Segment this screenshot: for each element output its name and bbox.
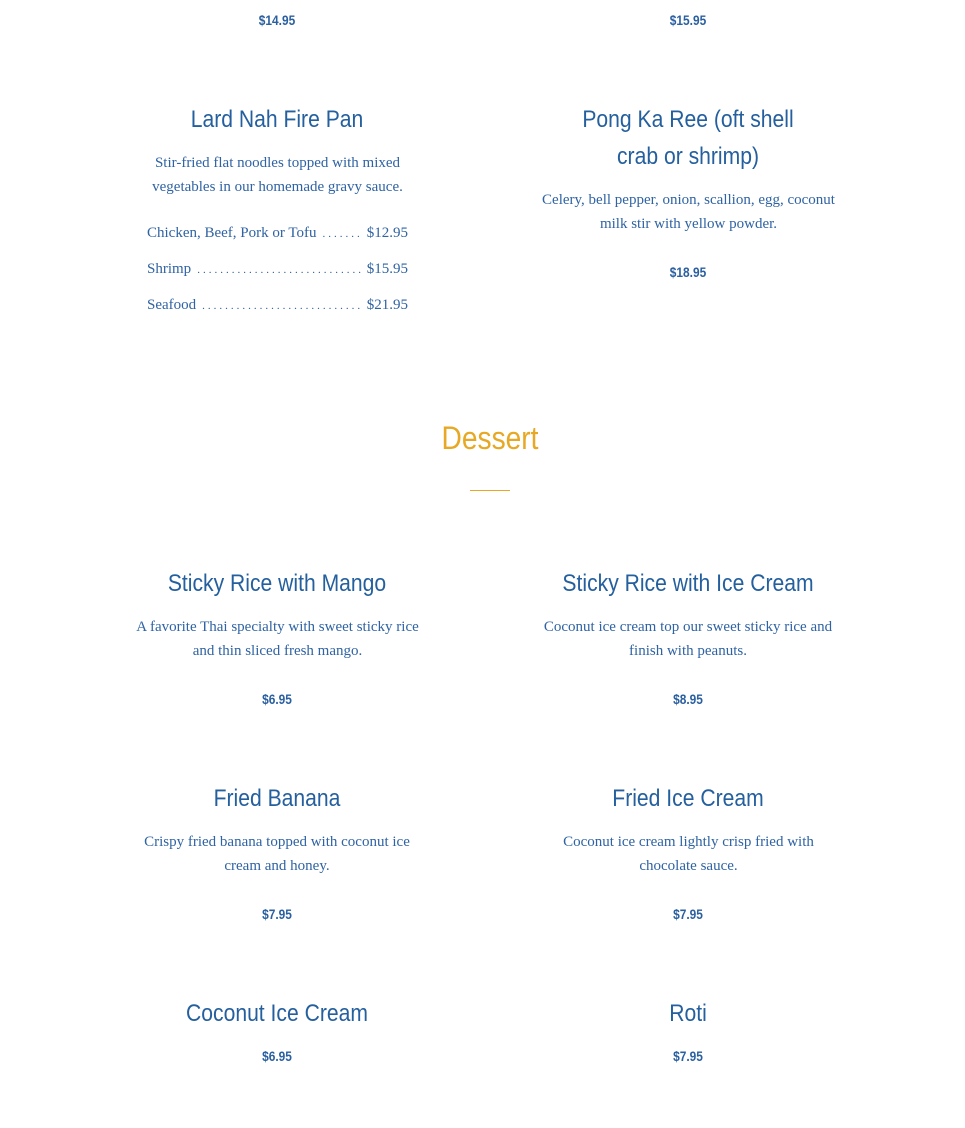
menu-item-title: Roti (669, 1000, 707, 1027)
price-option-row (147, 261, 408, 281)
menu-item-price: $7.95 (262, 906, 292, 922)
menu-item-price: $6.95 (262, 1048, 292, 1064)
menu-item-title: Lard Nah Fire Pan (190, 106, 364, 133)
menu-item-price: $7.95 (673, 1048, 703, 1064)
price-option-price: $21.95 (366, 297, 408, 313)
price-option-price: $12.95 (366, 225, 408, 241)
menu-item-description: Crispy fried banana topped with coconut ice cream and honey. (144, 834, 410, 874)
menu-item-title: Pong Ka Ree (oft shell crab or shrimp) (582, 106, 794, 170)
menu-item-price: $7.95 (673, 906, 703, 922)
price-option-name: Shrimp (147, 261, 192, 277)
menu-item-description: Coconut ice cream top our sweet sticky rice and finish with peanuts. (543, 619, 833, 659)
dot-leader (197, 264, 361, 276)
menu-item-price: $15.95 (669, 12, 707, 28)
menu-item-price: $14.95 (258, 12, 296, 28)
menu-item-title: Sticky Rice with Ice Cream (562, 570, 814, 597)
menu-item-title: Sticky Rice with Mango (167, 570, 387, 597)
menu-item-title: Fried Banana (213, 785, 341, 812)
dot-leader (322, 228, 360, 240)
dot-leader (202, 300, 361, 312)
menu-item-price: $18.95 (669, 264, 707, 280)
menu-item-price: $8.95 (673, 691, 703, 707)
price-option-name: Seafood (147, 297, 197, 313)
section-heading-dessert: Dessert (441, 420, 539, 456)
price-option-row (147, 225, 408, 245)
menu-item-description: A favorite Thai specialty with sweet sticky rice and thin sliced fresh mango. (136, 619, 419, 659)
menu-item-description: Celery, bell pepper, onion, scallion, egg, coconut milk stir with yellow powder. (542, 192, 835, 232)
menu-item-description: Coconut ice cream lightly crisp fried with chocolate sauce. (563, 834, 814, 874)
price-option-row (147, 297, 408, 317)
section-divider (470, 490, 510, 491)
menu-item-price: $6.95 (262, 691, 292, 707)
price-option-price: $15.95 (366, 261, 408, 277)
price-option-name: Chicken, Beef, Pork or Tofu (147, 225, 317, 241)
menu-item-title: Coconut Ice Cream (186, 1000, 368, 1027)
menu-item-title: Fried Ice Cream (612, 785, 764, 812)
menu-item-description: Stir-fried flat noodles topped with mixed vegetables in our homemade gravy sauce. (152, 155, 403, 195)
